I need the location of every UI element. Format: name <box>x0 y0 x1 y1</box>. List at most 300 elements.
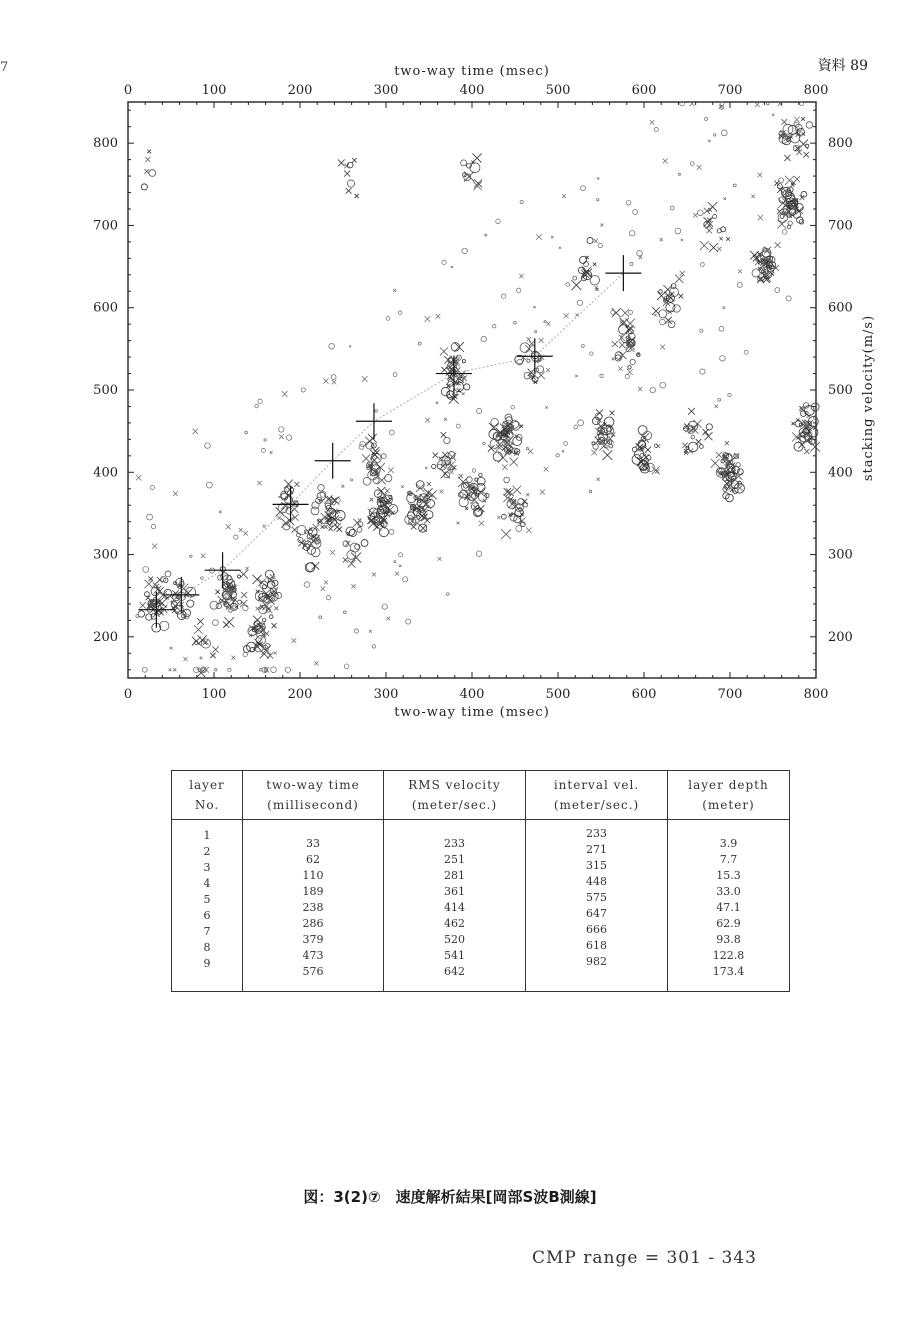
cell-layer-no: 3 <box>203 861 211 874</box>
data-point-cross <box>719 237 723 241</box>
data-point-cross <box>321 586 326 591</box>
data-point-circle <box>626 200 631 205</box>
data-point-circle <box>673 305 680 312</box>
header-layer-depth <box>668 771 790 820</box>
data-point-cross <box>465 507 468 510</box>
data-point-cross <box>778 220 787 229</box>
data-point-circle <box>357 527 362 532</box>
data-point-cross <box>314 661 318 665</box>
data-point-circle <box>354 629 358 633</box>
data-point-cross <box>344 171 350 177</box>
data-point-cross <box>224 617 234 627</box>
data-point-cross <box>730 487 735 492</box>
data-point-cross <box>704 432 712 440</box>
x-axis-label-bottom: two-way time (msec) <box>394 705 550 720</box>
data-point-cross <box>504 488 511 495</box>
data-point-circle <box>801 191 807 197</box>
page-reference: 資料 89 <box>817 58 868 74</box>
velocity-pick-marker <box>163 577 199 613</box>
data-point-cross <box>638 387 642 391</box>
data-point-cross <box>338 159 345 166</box>
data-point-cross <box>395 572 399 576</box>
data-point-circle <box>394 561 396 563</box>
data-point-circle <box>261 448 265 452</box>
velocity-pick-marker <box>605 255 641 291</box>
data-point-cross <box>219 510 222 513</box>
data-point-cross <box>513 486 522 495</box>
data-point-cross <box>391 511 395 515</box>
data-point-cross <box>688 408 695 415</box>
cell-interval-vel: 448 <box>586 875 607 888</box>
data-point-circle <box>143 567 149 573</box>
cell-interval-vel: 233 <box>586 827 607 840</box>
data-point-circle <box>629 310 633 314</box>
data-point-cross <box>717 247 721 251</box>
cell-two-way-time: 473 <box>302 949 324 962</box>
velocity-pick-marker <box>356 403 392 439</box>
data-point-cross <box>272 623 277 628</box>
data-point-circle <box>775 288 780 293</box>
data-point-circle <box>285 667 290 672</box>
data-point-circle <box>630 359 635 364</box>
data-point-cross <box>332 380 337 385</box>
data-point-cross <box>620 320 624 324</box>
data-point-cross <box>777 209 782 214</box>
data-point-circle <box>150 485 154 489</box>
column-interval-vel <box>526 820 668 992</box>
y-tick-label: 600 <box>93 300 118 316</box>
data-point-circle <box>611 310 615 314</box>
column-layer-depth <box>668 820 790 992</box>
data-point-cross <box>551 236 553 238</box>
data-point-cross <box>193 428 199 434</box>
data-point-circle <box>319 616 322 619</box>
data-point-circle <box>788 221 792 225</box>
cell-rms-velocity: 281 <box>444 869 465 882</box>
cell-layer-no: 4 <box>203 877 211 890</box>
y-axis-label-right: stacking velocity(m/s) <box>861 314 876 482</box>
data-point-circle <box>501 514 506 519</box>
data-point-cross <box>451 266 453 268</box>
data-point-circle <box>589 490 592 493</box>
y-tick-label: 500 <box>828 383 853 398</box>
data-point-cross <box>708 140 710 142</box>
data-point-circle <box>630 262 633 265</box>
cell-rms-velocity: 361 <box>444 885 465 898</box>
data-point-cross <box>210 653 216 659</box>
data-point-circle <box>721 130 727 136</box>
data-point-circle <box>728 393 731 396</box>
data-point-cross <box>145 157 150 162</box>
x-tick-label: 600 <box>631 83 657 98</box>
data-point-circle <box>737 282 742 287</box>
data-point-cross <box>799 406 803 410</box>
data-point-circle <box>381 454 386 459</box>
data-point-cross <box>278 516 281 519</box>
data-point-circle <box>638 426 647 435</box>
data-point-circle <box>331 375 336 380</box>
data-point-cross <box>201 553 205 557</box>
x-axis-label-top: two-way time (msec) <box>394 64 550 79</box>
data-point-cross <box>597 177 599 179</box>
data-point-cross <box>726 237 730 241</box>
header-text: layer depth <box>688 778 769 792</box>
data-point-cross <box>738 269 742 273</box>
data-point-cross <box>282 391 288 397</box>
data-point-cross <box>343 558 348 563</box>
x-tick-label: 300 <box>373 687 399 702</box>
data-point-cross <box>526 493 529 496</box>
cell-layer-depth: 7.7 <box>719 853 738 866</box>
data-point-cross <box>801 117 805 121</box>
column-two-way-time <box>243 820 384 992</box>
data-point-circle <box>678 173 680 175</box>
data-point-cross <box>351 584 355 588</box>
data-point-circle <box>786 296 791 301</box>
data-point-circle <box>654 127 658 131</box>
data-point-cross <box>457 388 462 393</box>
x-tick-label: 800 <box>803 83 829 98</box>
data-point-circle <box>483 442 486 445</box>
data-point-cross <box>650 120 654 124</box>
data-point-cross <box>439 490 443 494</box>
data-point-cross <box>194 625 202 633</box>
data-point-cross <box>575 375 577 377</box>
data-point-cross <box>792 422 795 425</box>
data-point-circle <box>496 219 501 224</box>
data-point-circle <box>151 524 155 528</box>
data-point-cross <box>758 215 763 220</box>
data-point-cross <box>278 496 280 498</box>
data-point-circle <box>243 652 247 656</box>
data-point-circle <box>350 479 352 481</box>
data-point-circle <box>462 360 465 363</box>
header-text: RMS velocity <box>408 778 501 792</box>
x-tick-label: 800 <box>803 687 829 702</box>
header-text: No. <box>194 798 220 812</box>
data-point-cross <box>655 469 659 473</box>
data-point-circle <box>418 342 421 345</box>
data-point-circle <box>385 474 392 481</box>
data-point-cross <box>660 238 663 241</box>
data-point-circle <box>218 575 223 580</box>
data-point-circle <box>255 404 259 408</box>
x-tick-label: 500 <box>545 83 571 98</box>
data-point-cross <box>675 275 683 283</box>
cell-layer-no: 1 <box>203 829 211 842</box>
data-point-cross <box>270 451 273 454</box>
x-tick-label: 400 <box>459 83 485 98</box>
y-tick-label: 400 <box>93 465 118 481</box>
data-point-circle <box>713 214 717 218</box>
data-point-circle <box>311 507 319 515</box>
data-point-circle <box>456 424 460 428</box>
data-point-cross <box>212 646 218 652</box>
data-point-circle <box>301 388 305 392</box>
data-point-cross <box>385 489 390 494</box>
data-point-circle <box>398 311 402 315</box>
x-tick-label: 700 <box>717 687 743 702</box>
data-point-circle <box>660 382 666 388</box>
data-point-circle <box>142 667 147 672</box>
data-point-circle <box>514 321 517 324</box>
data-point-circle <box>399 553 403 557</box>
cell-rms-velocity: 233 <box>444 837 465 850</box>
data-point-circle <box>574 425 578 429</box>
data-point-cross <box>784 155 790 161</box>
data-point-cross <box>323 378 328 383</box>
data-point-cross <box>751 195 754 198</box>
data-point-circle <box>705 118 708 121</box>
data-point-circle <box>600 374 603 377</box>
data-point-circle <box>250 647 254 651</box>
velocity-pick-marker <box>205 552 241 588</box>
data-point-circle <box>403 577 408 582</box>
cell-rms-velocity: 414 <box>444 901 465 914</box>
data-point-circle <box>329 343 335 349</box>
y-tick-label: 200 <box>828 629 853 645</box>
data-point-cross <box>352 158 357 163</box>
data-point-circle <box>267 581 275 589</box>
data-point-circle <box>513 437 522 446</box>
data-point-cross <box>243 531 247 535</box>
header-interval-vel <box>526 771 668 820</box>
data-point-cross <box>723 306 726 309</box>
data-point-cross <box>679 294 684 299</box>
data-point-circle <box>668 321 675 328</box>
data-point-circle <box>293 501 298 506</box>
y-tick-label: 300 <box>93 547 118 563</box>
data-point-circle <box>205 443 211 449</box>
data-point-circle <box>335 510 345 520</box>
data-point-circle <box>523 502 528 507</box>
data-point-cross <box>696 439 702 445</box>
header-two-way-time <box>243 771 384 820</box>
data-point-cross <box>540 490 545 495</box>
data-point-circle <box>442 260 446 264</box>
data-point-cross <box>479 521 484 526</box>
data-point-cross <box>457 521 460 524</box>
data-point-circle <box>190 555 192 557</box>
data-point-circle <box>700 369 705 374</box>
data-point-cross <box>257 481 261 485</box>
data-point-cross <box>369 630 372 633</box>
data-point-cross <box>591 450 597 456</box>
x-tick-label: 0 <box>123 687 133 702</box>
data-point-circle <box>650 387 656 393</box>
data-point-circle <box>165 571 171 577</box>
data-point-circle <box>201 577 204 580</box>
data-point-cross <box>803 152 809 158</box>
data-point-circle <box>463 483 468 488</box>
x-tick-label: 300 <box>373 83 399 98</box>
data-point-cross <box>239 528 243 532</box>
data-point-circle <box>432 464 436 468</box>
y-tick-label: 200 <box>93 629 118 645</box>
data-point-cross <box>435 314 440 319</box>
data-point-cross <box>483 499 487 503</box>
y-tick-label: 300 <box>828 547 853 563</box>
data-point-cross <box>393 289 396 292</box>
data-point-cross <box>594 239 598 243</box>
data-point-circle <box>580 256 587 263</box>
data-point-cross <box>372 572 376 576</box>
velocity-pick-marker <box>315 443 351 479</box>
data-point-cross <box>399 565 401 567</box>
y-tick-label: 400 <box>828 465 853 481</box>
data-point-circle <box>477 408 482 413</box>
data-point-circle <box>637 250 643 256</box>
data-point-circle <box>794 442 803 451</box>
data-point-cross <box>708 208 712 212</box>
data-point-circle <box>447 593 450 596</box>
data-point-circle <box>344 664 349 669</box>
data-point-circle <box>718 398 721 401</box>
data-point-cross <box>344 164 349 169</box>
data-point-cross <box>324 581 328 585</box>
data-point-cross <box>153 582 157 586</box>
cmp-range: CMP range = 301 - 343 <box>532 1248 757 1268</box>
data-point-circle <box>573 276 577 280</box>
data-point-cross <box>545 406 547 408</box>
data-point-circle <box>228 668 231 671</box>
data-point-circle <box>481 336 486 341</box>
data-point-cross <box>420 525 427 532</box>
y-tick-label: 700 <box>828 218 853 234</box>
data-point-cross <box>645 447 651 453</box>
data-point-circle <box>597 199 599 201</box>
data-point-circle <box>304 582 310 588</box>
data-point-cross <box>528 449 533 454</box>
scatter-points <box>136 101 820 677</box>
data-point-cross <box>711 459 720 468</box>
data-point-cross <box>258 579 266 587</box>
x-tick-label: 0 <box>123 83 133 98</box>
data-point-cross <box>725 441 729 445</box>
data-point-circle <box>326 595 330 599</box>
cell-interval-vel: 618 <box>586 939 607 952</box>
data-point-circle <box>633 209 638 214</box>
data-point-cross <box>724 197 726 199</box>
data-point-circle <box>462 248 468 254</box>
margin-mark: 7 <box>0 60 9 75</box>
data-point-circle <box>206 482 212 488</box>
cell-layer-no: 9 <box>203 957 211 970</box>
data-point-cross <box>388 467 394 473</box>
cell-layer-no: 5 <box>203 893 211 906</box>
cell-interval-vel: 982 <box>586 955 607 968</box>
data-point-cross <box>497 516 500 519</box>
table-body-row <box>172 820 790 992</box>
data-point-cross <box>693 213 698 218</box>
data-point-circle <box>476 551 481 556</box>
cell-interval-vel: 271 <box>586 843 607 856</box>
header-text: (meter/sec.) <box>553 798 640 812</box>
data-point-cross <box>370 498 374 502</box>
data-point-circle <box>628 366 631 369</box>
cell-two-way-time: 33 <box>306 837 320 850</box>
data-point-circle <box>234 535 238 539</box>
data-point-circle <box>375 410 378 413</box>
data-point-cross <box>508 500 516 508</box>
data-point-cross <box>546 322 550 326</box>
data-point-cross <box>682 443 687 448</box>
data-point-circle <box>459 498 468 507</box>
data-point-cross <box>680 271 685 276</box>
data-point-circle <box>609 444 613 448</box>
data-point-circle <box>470 163 480 173</box>
data-point-cross <box>387 617 391 621</box>
data-point-cross <box>324 525 328 529</box>
data-point-cross <box>544 467 549 472</box>
data-point-cross <box>330 550 335 555</box>
data-point-cross <box>428 490 437 499</box>
data-point-cross <box>454 342 464 352</box>
data-point-circle <box>279 427 284 432</box>
data-point-circle <box>407 493 416 502</box>
data-point-cross <box>772 113 775 116</box>
data-point-circle <box>346 527 355 536</box>
header-text: layer <box>189 778 225 792</box>
data-point-cross <box>501 529 511 539</box>
data-point-circle <box>464 384 470 390</box>
data-point-cross <box>810 442 820 452</box>
data-point-circle <box>269 615 273 619</box>
data-point-circle <box>243 605 249 611</box>
y-tick-label: 700 <box>93 218 118 234</box>
data-point-circle <box>744 350 748 354</box>
data-point-circle <box>493 452 502 461</box>
header-text: (millisecond) <box>267 798 359 812</box>
cell-layer-no: 7 <box>203 925 211 938</box>
data-point-cross <box>804 449 809 454</box>
data-point-circle <box>200 657 202 659</box>
column-rms-velocity <box>384 820 526 992</box>
cell-rms-velocity: 520 <box>444 933 465 946</box>
x-tick-label: 400 <box>459 687 485 702</box>
data-point-cross <box>197 618 204 625</box>
data-point-circle <box>511 405 515 409</box>
data-point-circle <box>393 373 397 377</box>
data-point-cross <box>241 592 247 598</box>
data-point-cross <box>681 239 683 241</box>
header-text: (meter) <box>702 798 755 812</box>
data-point-circle <box>806 122 813 129</box>
data-point-cross <box>291 638 296 643</box>
data-point-circle <box>717 229 721 233</box>
data-point-circle <box>472 469 476 473</box>
data-point-cross <box>425 467 427 469</box>
data-point-cross <box>519 274 523 278</box>
cell-interval-vel: 647 <box>586 907 607 920</box>
data-point-cross <box>169 668 172 671</box>
data-point-circle <box>149 170 156 177</box>
data-point-circle <box>587 237 593 243</box>
data-point-circle <box>229 609 233 613</box>
data-point-cross <box>700 241 709 250</box>
data-point-cross <box>794 117 800 123</box>
data-point-cross <box>341 485 344 488</box>
data-point-circle <box>659 310 667 318</box>
data-point-circle <box>564 442 568 446</box>
cell-rms-velocity: 462 <box>444 917 465 930</box>
data-point-circle <box>343 611 346 614</box>
cell-two-way-time: 379 <box>302 933 324 946</box>
data-point-circle <box>590 352 593 355</box>
data-point-circle <box>187 600 194 607</box>
data-point-cross <box>758 173 762 177</box>
data-point-circle <box>386 317 390 321</box>
